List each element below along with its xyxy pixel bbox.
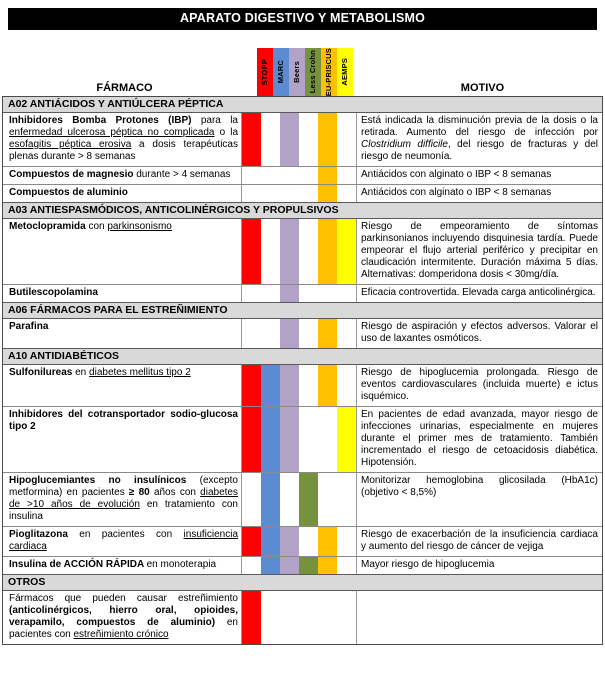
mark-beers: [280, 527, 299, 556]
motivo-cell: [357, 219, 602, 284]
text-run: estreñimiento crónico: [73, 629, 169, 640]
text-run: ≥ 80: [128, 487, 154, 498]
criteria-marks: [242, 557, 357, 574]
mark-aemps: [337, 407, 356, 472]
farmaco-cell: [3, 365, 242, 406]
document-page: [0, 8, 605, 645]
table-column-headers: [2, 46, 603, 96]
text-run: Inhibidores del cotransportador sodio-glucosa tipo 2: [9, 409, 238, 432]
criteria-marks: [242, 365, 357, 406]
motivo-cell: [357, 557, 602, 574]
table-row: [3, 166, 602, 184]
mark-aemps: [337, 473, 356, 526]
mark-less-crohn: [299, 527, 318, 556]
criteria-marks: [242, 185, 357, 202]
mark-eu-priscus: [318, 167, 337, 184]
page-title: APARATO DIGESTIVO Y METABOLISMO: [8, 8, 597, 30]
criteria-label: STOPP: [260, 58, 269, 86]
criteria-marks: [242, 113, 357, 166]
mark-stopp: [242, 527, 261, 556]
mark-aemps: [337, 185, 356, 202]
mark-aemps: [337, 219, 356, 284]
farmaco-cell: [3, 473, 242, 526]
criteria-header-stopp: [257, 48, 273, 96]
section-header: A06 FÁRMACOS PARA EL ESTREÑIMIENTO: [3, 302, 602, 319]
farmaco-cell: [3, 527, 242, 556]
text-run: Riesgo de empeoramiento de síntomas parkinsonianos incluyendo disquinesia tardía. Puede empeorar el flujo arterial periférico y precipitar en claudicación intermitente. Duración máxima 5 días. Alternativas: domperidona dosis < 30mg/día.: [361, 221, 598, 280]
table-row: [3, 526, 602, 556]
text-run: Antiácidos con alginato o IBP < 8 semanas: [361, 187, 552, 198]
column-header-farmaco: FÁRMACO: [96, 82, 153, 94]
criteria-header-less-crohn: [305, 48, 321, 96]
mark-aemps: [337, 527, 356, 556]
mark-less-crohn: [299, 407, 318, 472]
criteria-header-bars: [247, 48, 362, 96]
criteria-header-aemps: [337, 48, 353, 96]
motivo-cell: [357, 407, 602, 472]
criteria-marks: [242, 473, 357, 526]
mark-marc: [261, 285, 280, 302]
criteria-label: Beers: [292, 61, 301, 83]
farmaco-cell: [3, 319, 242, 348]
column-header-motivo: MOTIVO: [460, 82, 505, 94]
farmaco-cell: [3, 285, 242, 302]
motivo-cell: [357, 591, 602, 644]
mark-stopp: [242, 167, 261, 184]
text-run: Butilescopolamina: [9, 287, 98, 298]
mark-beers: [280, 185, 299, 202]
mark-stopp: [242, 591, 261, 644]
farmaco-cell: [3, 185, 242, 202]
text-run: diabetes de >10 años de evolución: [9, 487, 238, 510]
mark-beers: [280, 473, 299, 526]
mark-aemps: [337, 365, 356, 406]
mark-marc: [261, 365, 280, 406]
text-run: Pioglitazona: [9, 529, 80, 540]
criteria-marks: [242, 527, 357, 556]
criteria-marks: [242, 219, 357, 284]
criteria-marks: [242, 591, 357, 644]
farmaco-cell: [3, 591, 242, 644]
mark-aemps: [337, 167, 356, 184]
table-row: [3, 591, 602, 644]
text-run: en tratamiento con insulina: [9, 499, 238, 522]
criteria-label: Less Crohn: [308, 50, 317, 94]
text-run: en monoterapia: [146, 559, 217, 570]
text-run: En pacientes de edad avanzada, mayor riesgo de infecciones urinarias, especialmente en mujeres durante el primer mes de tratamiento. También incrementado el riesgo de cetoacidosis diabética. Hipotensión.: [361, 409, 598, 468]
mark-less-crohn: [299, 219, 318, 284]
mark-marc: [261, 167, 280, 184]
section-header: A10 ANTIDIABÉTICOS: [3, 348, 602, 365]
text-run: a dosis terapéuticas plenas durante > 8 semanas: [9, 139, 238, 162]
mark-beers: [280, 591, 299, 644]
mark-marc: [261, 557, 280, 574]
mark-stopp: [242, 365, 261, 406]
mark-marc: [261, 113, 280, 166]
mark-less-crohn: [299, 285, 318, 302]
text-run: Mayor riesgo de hipoglucemia: [361, 559, 495, 570]
mark-marc: [261, 407, 280, 472]
mark-eu-priscus: [318, 557, 337, 574]
criteria-marks: [242, 319, 357, 348]
mark-beers: [280, 219, 299, 284]
mark-stopp: [242, 473, 261, 526]
table-row: [3, 184, 602, 202]
text-run: durante > 4 semanas: [136, 169, 231, 180]
mark-marc: [261, 591, 280, 644]
mark-beers: [280, 365, 299, 406]
text-run: , del riesgo de fracturas y del riesgo de neumonía.: [361, 139, 598, 162]
mark-aemps: [337, 557, 356, 574]
mark-eu-priscus: [318, 407, 337, 472]
text-run: diabetes mellitus tipo 2: [89, 367, 191, 378]
farmaco-cell: [3, 557, 242, 574]
motivo-cell: [357, 319, 602, 348]
table-row: [3, 284, 602, 302]
text-run: Eficacia controvertida. Elevada carga anticolinérgica.: [361, 287, 596, 298]
mark-eu-priscus: [318, 319, 337, 348]
criteria-header-beers: [289, 48, 305, 96]
mark-marc: [261, 185, 280, 202]
mark-aemps: [337, 319, 356, 348]
mark-less-crohn: [299, 365, 318, 406]
farmaco-cell: [3, 113, 242, 166]
motivo-cell: [357, 185, 602, 202]
mark-stopp: [242, 219, 261, 284]
text-run: Hipoglucemiantes no insulínicos: [9, 475, 200, 486]
farmaco-cell: [3, 219, 242, 284]
motivo-cell: [357, 365, 602, 406]
criteria-table: [2, 96, 603, 645]
section-header: OTROS: [3, 574, 602, 591]
mark-marc: [261, 473, 280, 526]
text-run: en: [75, 367, 90, 378]
mark-beers: [280, 557, 299, 574]
mark-less-crohn: [299, 591, 318, 644]
mark-less-crohn: [299, 167, 318, 184]
table-row: [3, 472, 602, 526]
mark-eu-priscus: [318, 185, 337, 202]
text-run: Fármacos que pueden causar estreñimiento: [9, 593, 238, 604]
motivo-cell: [357, 527, 602, 556]
mark-eu-priscus: [318, 591, 337, 644]
section-header: A03 ANTIESPASMÓDICOS, ANTICOLINÉRGICOS Y PROPULSIVOS: [3, 202, 602, 219]
text-run: esofagitis péptica erosiva: [9, 139, 132, 150]
farmaco-cell: [3, 407, 242, 472]
table-row: [3, 219, 602, 284]
mark-marc: [261, 527, 280, 556]
mark-less-crohn: [299, 557, 318, 574]
text-run: Compuestos de aluminio: [9, 187, 128, 198]
table-row: [3, 406, 602, 472]
criteria-label: EU-PRISCUS: [324, 47, 333, 97]
mark-beers: [280, 319, 299, 348]
mark-beers: [280, 407, 299, 472]
text-run: Antiácidos con alginato o IBP < 8 semanas: [361, 169, 552, 180]
text-run: Inhibidores Bomba Protones (IBP): [9, 115, 201, 126]
criteria-label: AEMPS: [340, 58, 349, 86]
table-row: [3, 319, 602, 348]
motivo-cell: [357, 285, 602, 302]
text-run: Compuestos de magnesio: [9, 169, 137, 180]
criteria-marks: [242, 285, 357, 302]
mark-less-crohn: [299, 473, 318, 526]
criteria-marks: [242, 167, 357, 184]
mark-eu-priscus: [318, 365, 337, 406]
mark-beers: [280, 113, 299, 166]
mark-stopp: [242, 285, 261, 302]
motivo-cell: [357, 167, 602, 184]
table-row: [3, 113, 602, 166]
motivo-cell: [357, 473, 602, 526]
mark-less-crohn: [299, 113, 318, 166]
mark-aemps: [337, 591, 356, 644]
criteria-header-marc: [273, 48, 289, 96]
mark-stopp: [242, 319, 261, 348]
text-run: en pacientes con: [9, 617, 238, 640]
mark-aemps: [337, 113, 356, 166]
mark-aemps: [337, 285, 356, 302]
mark-eu-priscus: [318, 527, 337, 556]
criteria-marks: [242, 407, 357, 472]
mark-less-crohn: [299, 319, 318, 348]
text-run: con: [88, 221, 108, 232]
text-run: (anticolinérgicos, hierro oral, opioides, verapamilo, compuestos de aluminio): [9, 605, 238, 628]
text-run: Sulfonilureas: [9, 367, 76, 378]
mark-eu-priscus: [318, 473, 337, 526]
mark-stopp: [242, 185, 261, 202]
mark-stopp: [242, 407, 261, 472]
text-run: años con: [153, 487, 201, 498]
mark-eu-priscus: [318, 219, 337, 284]
text-run: parkinsonismo: [107, 221, 172, 232]
mark-stopp: [242, 113, 261, 166]
motivo-cell: [357, 113, 602, 166]
text-run: para la: [200, 115, 238, 126]
text-run: o la: [214, 127, 239, 138]
text-run: Metoclopramida: [9, 221, 89, 232]
section-header: A02 ANTIÁCIDOS Y ANTIÚLCERA PÉPTICA: [3, 97, 602, 113]
criteria-header-eu-priscus: [321, 48, 337, 96]
text-run: Riesgo de hipoglucemia prolongada. Riesgo de eventos cardiovasculares (incluida muerte) e ictus isquémico.: [361, 367, 598, 402]
mark-marc: [261, 319, 280, 348]
mark-less-crohn: [299, 185, 318, 202]
mark-beers: [280, 285, 299, 302]
text-run: Riesgo de aspiración y efectos adversos. Valorar el uso de laxantes osmóticos.: [361, 321, 598, 344]
table-row: [3, 365, 602, 406]
mark-eu-priscus: [318, 285, 337, 302]
mark-eu-priscus: [318, 113, 337, 166]
text-run: Está indicada la disminución previa de la dosis o la retirada. Aumento del riesgo de infección por: [361, 115, 598, 138]
text-run: Insulina de ACCIÓN RÁPIDA: [9, 559, 147, 570]
mark-stopp: [242, 557, 261, 574]
text-run: en pacientes con: [79, 529, 184, 540]
mark-marc: [261, 219, 280, 284]
text-run: enfermedad ulcerosa péptica no complicada: [9, 127, 215, 138]
text-run: Riesgo de exacerbación de la insuficiencia cardiaca y aumento del riesgo de cáncer de vejiga: [361, 529, 598, 552]
text-run: Clostridium difficile: [361, 139, 448, 150]
text-run: Monitorizar hemoglobina glicosilada (HbA1c) (objetivo < 8,5%): [361, 475, 598, 498]
farmaco-cell: [3, 167, 242, 184]
table-row: [3, 556, 602, 574]
mark-beers: [280, 167, 299, 184]
text-run: insuficiencia cardiaca: [9, 529, 239, 552]
criteria-label: MARC: [276, 60, 285, 84]
text-run: (excepto metformina) en pacientes: [9, 475, 238, 498]
text-run: Parafina: [9, 321, 49, 332]
